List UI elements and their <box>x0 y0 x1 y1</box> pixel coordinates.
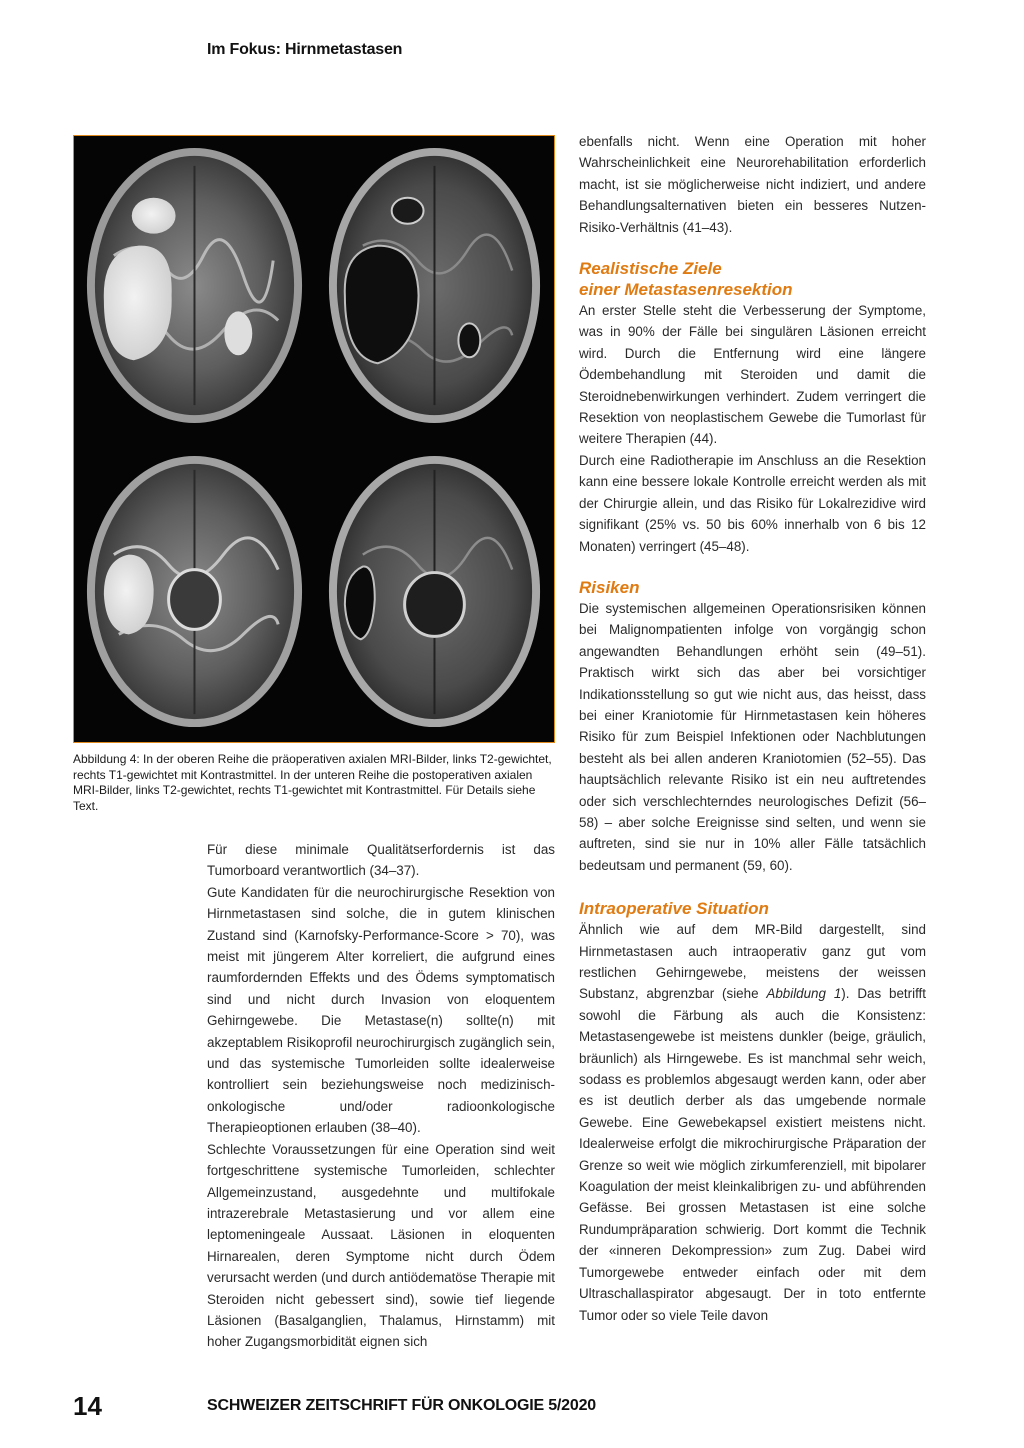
section-heading: Risiken <box>579 577 640 597</box>
text-run: ). Das betrifft sowohl die Färbung als auch die Konsistenz: Metastasengewebe ist meistens dunkler (beige, gräulich, bräunlich) als Hirngewebe. Es ist manchmal sehr weich, sodass es problemlos abgesaugt werden kann, oder aber es ist deutlich derber als das umgebende normale Gewebe. Eine Gewebekapsel existiert meistens nicht. Idealerweise erfolgt die mikrochirurgische Präparation der Grenze so weit wie möglich zirkumferenziell, mit bipolarer Koagulation der meist kleinkalibrigen zu- und abführenden Gefässe. Bei grossen Metastasen ist eine solche Rundumpräparation schwierig. Dort kommt die Technik der «inneren Dekompression» zum Zug. Dabei wird Tumorgewebe entweder einfach oder mit dem Ultraschallaspirator abgesaugt. Der in toto entfernte Tumor oder so viele Teile davon <box>579 986 926 1323</box>
text-run: Ähnlich wie auf dem MR-Bild dargestellt, sind Hirnmetastasen auch intraoperativ ganz gut vom restlichen Gehirngewebe, meistens der weissen Substanz, abgrenzbar (siehe <box>579 922 926 1002</box>
paragraph: Durch eine Radiotherapie im Anschluss an die Resektion kann eine bessere lokale Kontrolle erreicht werden als mit der Chirurgie allein, und das Risiko für Lokalrezidive wird signifikant (25% vs. 50 bis 60% innerhalb von 6 bis 12 Monaten) verringert (45–48). <box>579 452 926 554</box>
figure-caption: Abbildung 4: In der oberen Reihe die präoperativen axialen MRI-Bilder, links T2-gewichtet, rechts T1-gewichtet mit Kontrastmittel. In der unteren Reihe die postoperativen axialen MRI-Bilder, links T2-gewichtet, rechts T1-gewichtet mit Kontrastmittel. Für Details siehe Text. <box>73 752 552 813</box>
section-heading: Realistische Ziele <box>579 259 722 279</box>
paragraph: An erster Stelle steht die Verbesserung der Symptome, was in 90% der Fälle bei singulären Läsionen erreicht wird. Durch die Entfernung wird eine längere Ödembehandlung mit Steroiden und damit die Steroidnebenwirkungen verhindert. Zudem verringert die Resektion von neoplastischem Gewebe die Tumorlast für weitere Therapien (44). <box>579 303 926 447</box>
journal-title: SCHWEIZER ZEITSCHRIFT FÜR ONKOLOGIE 5/2020 <box>207 1397 596 1414</box>
section-heading: einer Metastasenresektion <box>579 280 793 300</box>
paragraph: Für diese minimale Qualitätserfordernis ist das Tumorboard verantwortlich (34–37). <box>207 842 555 879</box>
section-heading: Intraoperative Situation <box>579 899 769 919</box>
paragraph <box>579 919 926 1326</box>
middle-column <box>207 839 555 1353</box>
mri-bottom-left <box>87 456 302 727</box>
figure-reference: Abbildung 1 <box>766 986 842 1002</box>
mri-image-grid <box>74 136 554 742</box>
paragraph: Schlechte Voraussetzungen für eine Operation sind weit fortgeschrittene systemische Tumorleiden, schlechter Allgemeinzustand, ausgedehnte und multifokale intrazerebrale Metastasierung und vor allem eine leptomeningeale Aussaat. Läsionen in eloquenten Hirnarealen, deren Symptome nicht durch Ödem verursacht werden (und durch antiödematöse Therapie mit Steroiden nicht gebessert sind), sowie tief liegende Läsionen (Basalganglien, Thalamus, Hirnstamm) mit hoher Zugangsmorbidität eignen sich <box>207 1141 555 1350</box>
paragraph: Die systemischen allgemeinen Operationsrisiken können bei Malignompatienten infolge von vorgängig schon angewandten Behandlungen erhöht sein (49–51). Praktisch wirkt sich das aber bei vorsichtiger Indikationsstellung so gut wie nicht aus, das heisst, dass bei einer Kraniotomie für Hirnmetastasen kein höheres Risiko für zum Beispiel Infektionen oder Nachblutungen besteht als bei allen anderen Kraniotomien (52–55). Das hauptsächlich relevante Risiko ist ein neu auftretendes oder sich verschlechterndes neurologisches Defizit (56–58) – aber solche Ereignisse sind selten, und wenn sie auftreten, sind sie nur in 10% aller Fälle tatsächlich bedeutsam und permanent (59, 60). <box>579 600 926 873</box>
paragraph: ebenfalls nicht. Wenn eine Operation mit hoher Wahrscheinlichkeit eine Neurorehabilitation erforderlich macht, ist sie möglicherweise nicht indiziert, und andere Behandlungsalternativen bieten ein besseres Nutzen-Risiko-Verhältnis (41–43). <box>579 134 926 235</box>
page-number: 14 <box>73 1391 102 1421</box>
mri-figure <box>73 135 555 743</box>
paragraph: Gute Kandidaten für die neurochirurgische Resektion von Hirnmetastasen sind solche, die in gutem klinischen Zustand sind (Karnofsky-Performance-Score > 70), was meist mit jüngerem Alter korreliert, die aufgrund eines raumfordernden Effekts und des Ödems symptomatisch sind und nicht durch Invasion von eloquentem Gehirngewebe. Die Metastase(n) sollte(n) mit akzeptablem Risikoprofil neurochirurgisch zugänglich sein, und das systemische Tumorleiden sollte idealerweise kontrolliert sein beziehungsweise noch medizinisch-onkologische und/oder radioonkologische Therapieoptionen erlauben (38–40). <box>207 884 555 1136</box>
running-header: Im Fokus: Hirnmetastasen <box>207 41 403 58</box>
mri-top-left <box>87 148 302 423</box>
mri-top-right <box>329 148 540 423</box>
mri-bottom-right <box>329 456 540 727</box>
right-column <box>579 131 926 1326</box>
